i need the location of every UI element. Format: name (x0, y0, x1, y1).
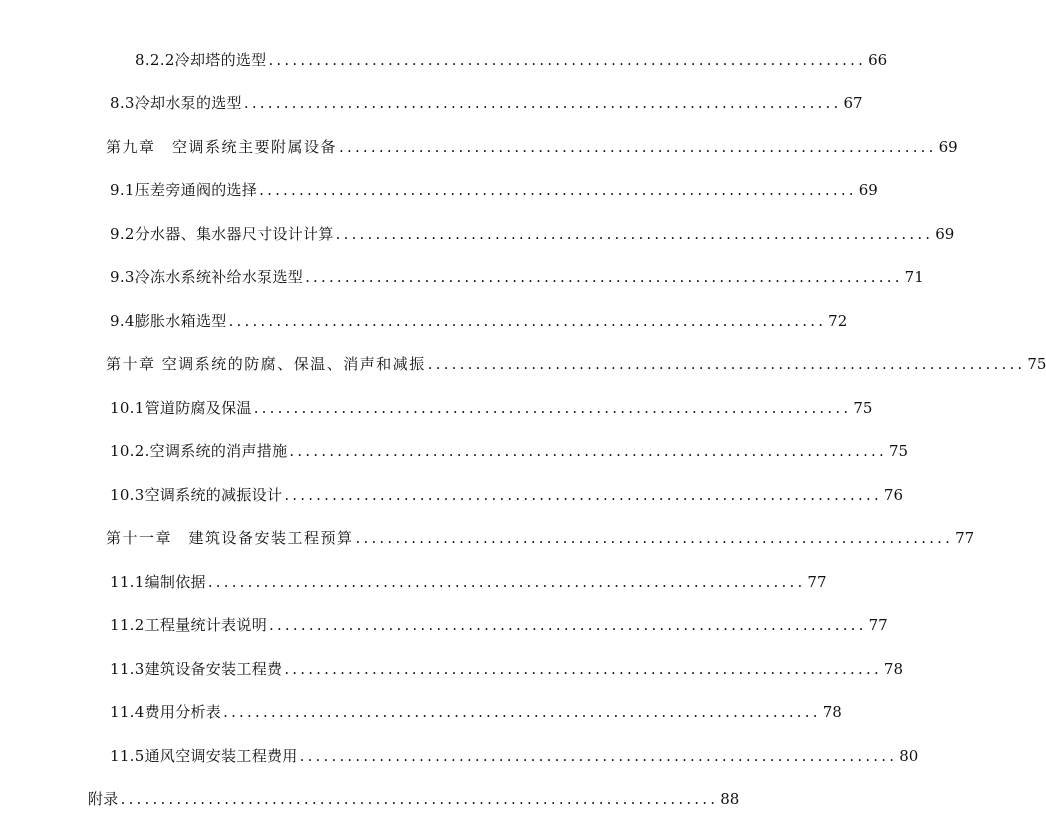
toc-entry-11-1[interactable] (110, 571, 827, 593)
toc-leader-dots: ........................................................................... (207, 573, 806, 591)
toc-leader-dots: ........................................................................... (305, 268, 903, 286)
toc-entry-11-4[interactable] (110, 701, 842, 723)
toc-leader-dots: ........................................................................... (289, 442, 887, 460)
toc-entry-title: 8.3冷却水泵的选型 (110, 94, 242, 112)
toc-entry-title: 11.5通风空调安装工程费用 (110, 747, 298, 765)
toc-entry-page: 72 (828, 312, 848, 330)
toc-entry-page: 78 (883, 660, 904, 678)
toc-entry-title: 11.3建筑设备安装工程费 (110, 660, 283, 678)
toc-entry-chapter-11[interactable] (106, 527, 975, 549)
toc-entry-page: 77 (955, 529, 975, 547)
toc-entry-9-1[interactable] (110, 179, 878, 201)
toc-entry-appendix[interactable] (88, 788, 740, 810)
toc-entry-page: 69 (935, 225, 955, 243)
toc-leader-dots: ........................................................................... (268, 51, 867, 69)
toc-entry-title: 9.3冷冻水系统补给水泵选型 (110, 268, 304, 286)
toc-entry-page: 80 (899, 747, 919, 765)
toc-entry-page: 69 (858, 181, 878, 199)
toc-entry-10-3[interactable] (110, 484, 904, 506)
toc-entry-title: 11.1编制依据 (110, 573, 206, 591)
toc-entry-page: 88 (720, 790, 740, 808)
toc-entry-title: 10.3空调系统的减振设计 (110, 486, 283, 504)
toc-entry-title: 第九章 空调系统主要附属设备 (106, 138, 338, 156)
toc-entry-10-1[interactable] (110, 397, 873, 419)
toc-entry-8-2-2[interactable] (135, 49, 888, 71)
toc-entry-11-5[interactable] (110, 745, 919, 767)
toc-entry-title: 附录 (88, 790, 119, 808)
toc-entry-title: 8.2.2冷却塔的选型 (135, 51, 267, 69)
toc-leader-dots: ........................................................................... (223, 703, 821, 721)
toc-leader-dots: ........................................................................... (269, 616, 867, 634)
toc-entry-page: 76 (883, 486, 904, 504)
toc-entry-title: 11.2工程量统计表说明 (110, 616, 267, 634)
toc-entry-page: 75 (888, 442, 909, 460)
toc-leader-dots: ........................................................................... (335, 225, 934, 243)
toc-entry-chapter-9[interactable] (106, 136, 958, 158)
toc-entry-11-3[interactable] (110, 658, 904, 680)
toc-leader-dots: ........................................................................... (259, 181, 857, 199)
toc-entry-11-2[interactable] (110, 614, 888, 636)
toc-leader-dots: ........................................................................... (243, 94, 842, 112)
toc-entry-page: 77 (868, 616, 888, 634)
toc-leader-dots: ........................................................................... (427, 355, 1026, 373)
toc-entry-title: 10.1管道防腐及保温 (110, 399, 252, 417)
toc-entry-10-2[interactable] (110, 440, 909, 462)
toc-leader-dots: ........................................................................... (355, 529, 954, 547)
toc-entry-8-3[interactable] (110, 92, 863, 114)
toc-leader-dots: ........................................................................... (228, 312, 827, 330)
toc-entry-title: 11.4费用分析表 (110, 703, 222, 721)
toc-leader-dots: ........................................................................... (284, 660, 882, 678)
toc-leader-dots: ........................................................................... (339, 138, 937, 156)
toc-entry-page: 67 (843, 94, 863, 112)
toc-leader-dots: ........................................................................... (253, 399, 852, 417)
toc-entry-9-2[interactable] (110, 223, 955, 245)
toc-entry-9-4[interactable] (110, 310, 848, 332)
toc-entry-page: 71 (904, 268, 924, 286)
toc-entry-page: 78 (822, 703, 842, 721)
toc-leader-dots: ........................................................................... (284, 486, 882, 504)
toc-entry-page: 77 (807, 573, 827, 591)
toc-entry-title: 第十章 空调系统的防腐、保温、消声和减振 (106, 355, 426, 373)
toc-entry-title: 9.1压差旁通阀的选择 (110, 181, 258, 199)
toc-entry-title: 第十一章 建筑设备安装工程预算 (106, 529, 354, 547)
toc-entry-page: 66 (868, 51, 888, 69)
toc-entry-title: 10.2.空调系统的消声措施 (110, 442, 288, 460)
toc-entry-page: 69 (938, 138, 958, 156)
toc-entry-page: 75 (1027, 355, 1046, 373)
toc-leader-dots: ........................................................................... (299, 747, 898, 765)
toc-entry-title: 9.2分水器、集水器尺寸设计计算 (110, 225, 334, 243)
toc-entry-chapter-10[interactable] (106, 353, 1046, 375)
toc-entry-9-3[interactable] (110, 266, 924, 288)
toc-entry-page: 75 (853, 399, 873, 417)
toc-leader-dots: ........................................................................... (120, 790, 719, 808)
toc-entry-title: 9.4膨胀水箱选型 (110, 312, 227, 330)
